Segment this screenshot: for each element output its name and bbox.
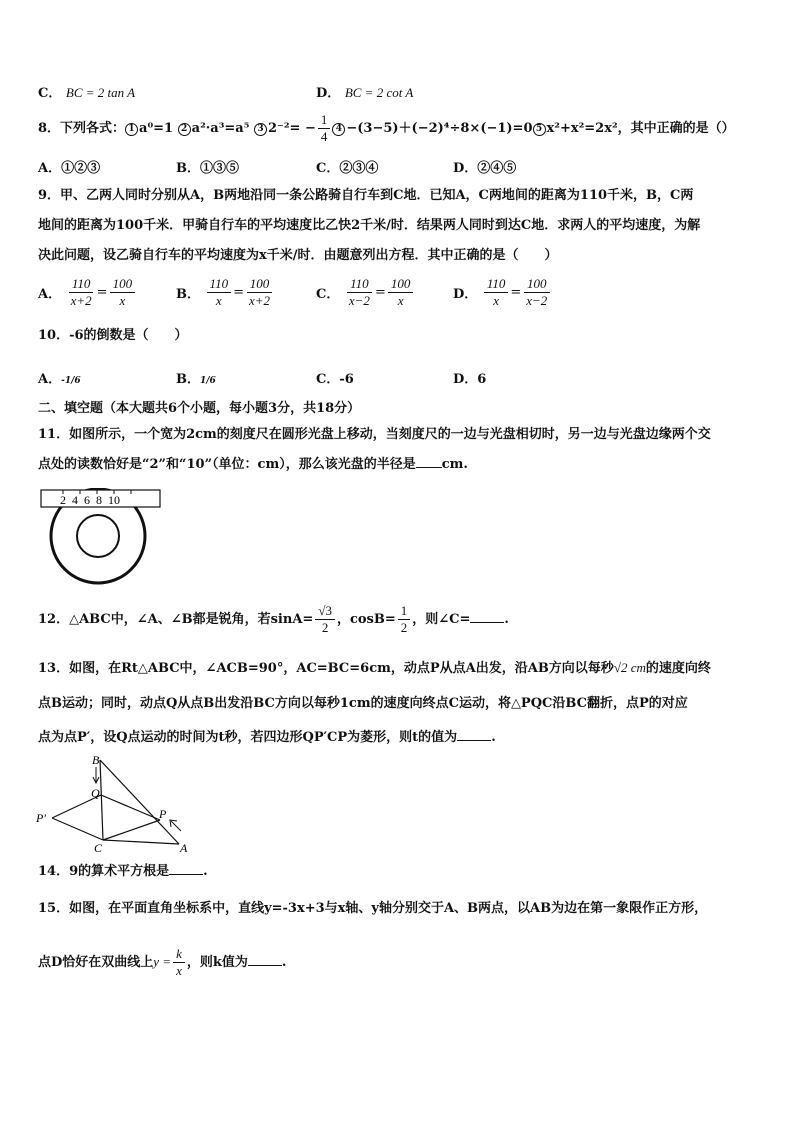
q12-fraction-1 [315,603,335,636]
q12-fraction-2 [398,603,411,636]
disc-inner-circle [77,515,119,557]
section-2-heading: 二、填空题（本大题共6个小题，每小题3分，共18分） [38,401,361,416]
q11-line-1: 11．如图所示，一个宽为2cm的刻度尺在圆形光盘上移动，当刻度尺的一边与光盘相切时，另一边与光盘边缘两个交 [38,427,711,442]
q9-option-c-label: C． [316,287,340,302]
q8-option-b: B．①③⑤ [176,161,239,176]
q10-stem: 10．-6的倒数是（ ） [38,328,188,343]
q10-option-b-value: 1/6 [200,376,216,386]
q7-option-d [316,82,413,101]
q10-option-a-label: A． [38,372,62,387]
q11-answer-blank [416,455,442,468]
q12-frac2-num: 1 [398,603,411,620]
circled-3-icon: 3 [254,123,267,136]
q8-item-5: x²+x²=2x² [546,121,618,136]
q9-d-left-den: x [493,293,499,308]
q13-line-1-end: 的速度向终 [645,661,711,676]
q14-end: . [203,864,208,879]
q9-option-a-label: A． [38,287,62,302]
q15-line-2-mid: ，则k值为 [186,955,248,970]
q9-b-right-num: 100 [247,276,273,293]
q15-line-2-text: 点D恰好在双曲线上 [38,955,154,970]
circled-4-icon: 4 [332,123,345,136]
q9-option-d: D． $\frac{110}{x}$ = $\frac{100}{x-2}$ [453,276,552,309]
q10-option-a-value: -1/6 [61,376,81,386]
q8-item-3-fraction [318,112,331,145]
q13-answer-blank [457,728,491,741]
q10-option-c: C．-6 [316,372,354,387]
q8-option-d: D．②④⑤ [453,161,517,176]
segment-pprime-c [52,818,103,840]
label-c: C [94,841,103,854]
q7-option-c-expr: BC = 2 tan A [65,85,136,100]
q9-option-c: C． $\frac{110}{x-2}$ = $\frac{100}{x}$ [316,276,415,309]
q9-b-right-den: x+2 [248,293,271,308]
q8-prefix: 8．下列各式： [38,121,126,136]
circled-5-icon: 5 [533,123,546,136]
q13-speed: √2 cm [613,660,646,675]
q13-line-3-text: 点为点P′，设Q点运动的时间为t秒，若四边形QP′CP为菱形，则t的值为 [38,730,458,745]
q9-option-b-label: B． [176,287,200,302]
q9-line-2: 地间的距离为100千米．甲骑自行车的平均速度比乙快2千米/时．结果两人同时到达C地．求两人的平均速度，为解 [38,218,701,233]
q8-item-3: 2⁻²= − [267,121,316,136]
q15-end: . [281,955,287,970]
q9-d-right-den: x−2 [526,293,548,308]
q10-option-a [38,368,81,387]
arrow-p-direction [171,821,181,831]
segment-ba [100,760,179,844]
q14-text: 14．9的算术平方根是 [38,864,170,879]
q14-stem [38,862,764,882]
q8-item-4: −(3−5)＋(−2)⁴÷8×(−1)=0 [346,121,533,136]
segment-ca [103,840,179,844]
q11-unit: cm. [441,457,468,472]
q15-line-2 [38,942,764,983]
q12-frac1-den: 2 [321,620,329,635]
label-p-prime: P′ [36,811,46,825]
q11-line-2 [38,455,764,475]
q15-answer-blank [248,953,282,966]
label-q: Q [91,786,100,800]
segment-c-p [103,820,160,840]
circled-1-icon: 1 [125,123,138,136]
q12-frac1-num: √3 [315,603,335,620]
q13-figure [34,752,199,854]
q9-c-right-num: 100 [388,276,414,293]
q7-option-d-label: D． [316,86,341,101]
q9-d-right-num: 100 [524,276,550,293]
q9-b-left-num: 110 [207,276,232,293]
q12-part-a: 12．△ABC中，∠A、∠B都是锐角，若sinA= [38,612,314,627]
q8-item-2: a²·a³=a⁵ [191,121,250,136]
q8-frac-num: 1 [318,112,331,129]
q10-option-b-label: B． [176,372,200,387]
q9-option-a: A． $\frac{110}{x+2}$ = $\frac{100}{x}$ [38,276,137,309]
q9-line-1: 9．甲、乙两人同时分别从A，B两地沿同一条公路骑自行车到C地．已知A，C两地间的距离为110千米，B，C两 [38,188,694,203]
label-a: A [180,841,188,854]
q8-option-c: C．②③④ [316,161,379,176]
q12-stem [38,600,764,640]
q8-frac-den: 4 [320,129,328,144]
q13-line-3 [38,728,764,748]
q11-line-2-text: 点处的读数恰好是“2”和“10”（单位：cm），那么该光盘的半径是 [38,457,416,472]
q10-option-b [176,368,216,387]
q14-answer-blank [169,862,203,875]
q8-stem [38,112,764,145]
q11-figure [38,488,168,590]
q7-option-c [38,82,135,101]
segment-bc [100,760,103,840]
q9-c-right-den: x [397,293,404,308]
q15-frac-num: k [173,946,185,963]
q9-a-left-num: 110 [69,276,94,293]
q13-line-1-text: 13．如图，在Rt△ABC中，∠ACB=90°，AC=BC=6cm，动点P从点A出发，沿AB方向以每秒 [38,661,614,676]
q15-y-equals: y = [153,954,172,969]
segment-q-p [101,795,160,820]
q12-part-b: ，cosB= [336,612,396,627]
q9-a-right-num: 100 [110,276,136,293]
q9-option-d-label: D． [453,287,478,302]
q13-line-1 [38,658,764,679]
q9-c-left-num: 110 [347,276,372,293]
q13-line-2: 点B运动；同时，动点Q从点B出发沿BC方向以每秒1cm的速度向终点C运动，将△PQC沿BC翻折，点P的对应 [38,696,688,711]
q8-suffix: ，其中正确的是（） [617,121,735,136]
q12-answer-blank [470,610,504,623]
ruler-tick-labels: 2 4 6 8 10 [60,493,120,507]
q9-a-left-den: x+2 [70,293,92,308]
label-b: B [92,753,100,767]
q8-item-1: a⁰=1 [139,121,174,136]
q12-frac2-den: 2 [400,620,408,635]
label-p: P [159,807,167,821]
q15-line-1: 15．如图，在平面直角坐标系中，直线y=-3x+3与x轴、y轴分别交于A、B两点，以AB为边在第一象限作正方形， [38,901,708,916]
q12-part-c: ，则∠C= [412,612,471,627]
q9-b-left-den: x [215,293,222,308]
q13-end: . [491,730,496,745]
q9-line-3: 决此问题，设乙骑自行车的平均速度为x千米/时．由题意列出方程．其中正确的是（ ） [38,248,558,263]
circled-2-icon: 2 [178,123,191,136]
q9-option-b: B． $\frac{110}{x}$ = $\frac{100}{x+2}$ [176,276,275,309]
q9-c-left-den: x−2 [348,293,370,308]
q7-option-c-label: C． [38,86,62,101]
q9-d-left-num: 110 [484,276,509,293]
q15-frac-den: x [176,963,182,978]
q12-end: . [504,612,509,627]
q15-fraction [173,946,185,979]
q9-a-right-den: x [119,293,126,308]
q10-option-d: D．6 [453,372,487,387]
q8-option-a: A．①②③ [38,161,101,176]
q7-option-d-expr: BC = 2 cot A [344,85,414,100]
